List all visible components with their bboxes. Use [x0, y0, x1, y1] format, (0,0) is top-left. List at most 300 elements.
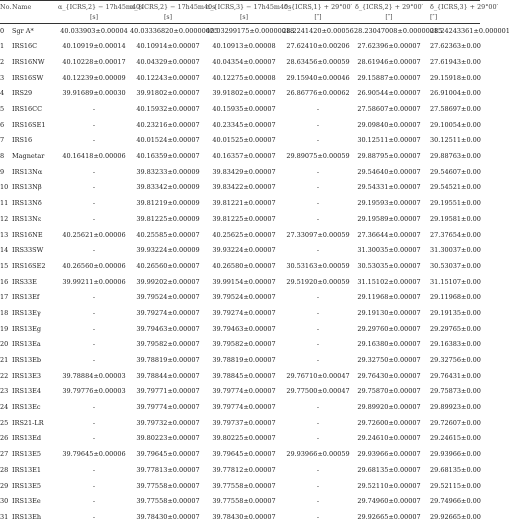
cell-name: IRS13Nα: [12, 167, 43, 176]
cell-ra-2: 40.04329±0.00007: [136, 57, 200, 66]
cell-no: 25: [0, 418, 9, 427]
cell-dec-2: 29.74960±0.00007: [357, 497, 421, 506]
cell-ra-1: 40.10919±0.00014: [62, 42, 126, 51]
cell-dec-2: 29.72600±0.00007: [357, 418, 421, 427]
unit-no: [0, 13, 8, 23]
cell-ra-3: 40.26580±0.00007: [212, 261, 276, 270]
cell-dec-2: 29.52110±0.00007: [357, 481, 421, 490]
table-row: [0, 322, 480, 338]
table-row: [0, 243, 480, 259]
cell-ra-1: -: [92, 105, 96, 114]
cell-no: 0: [0, 26, 5, 35]
cell-no: 1: [0, 42, 5, 51]
cell-dec-2: 27.36644±0.00007: [357, 230, 421, 239]
table-row: [0, 196, 480, 212]
cell-dec-3: 29.54607±0.00: [430, 167, 481, 176]
cell-ra-3: 39.80225±0.00007: [212, 434, 276, 443]
cell-dec-1: -: [316, 418, 320, 427]
cell-dec-1: 28.2241420±0.00056: [282, 26, 354, 35]
cell-ra-1: 39.79776±0.00003: [62, 387, 126, 396]
header-row: [0, 1, 498, 13]
cell-dec-1: -: [316, 199, 320, 208]
unit-ra-2: [s]: [163, 13, 172, 21]
cell-dec-1: 27.62410±0.00206: [286, 42, 350, 51]
table-row: [0, 149, 480, 165]
cell-dec-3: 29.92665±0.00: [430, 512, 481, 521]
cell-ra-2: 39.99202±0.00007: [136, 277, 200, 286]
table-row: [0, 463, 480, 479]
cell-dec-3: 29.88763±0.00: [430, 152, 481, 161]
table-row: [0, 400, 480, 416]
cell-name: IRS16CC: [12, 105, 43, 114]
cell-ra-3: 39.99154±0.00007: [212, 277, 276, 286]
cell-dec-1: 29.89075±0.00059: [286, 152, 350, 161]
cell-ra-1: 39.79645±0.00006: [62, 450, 126, 459]
cell-dec-2: 29.54640±0.00007: [357, 167, 421, 176]
cell-dec-1: 29.93966±0.00059: [286, 450, 350, 459]
cell-no: 7: [0, 136, 5, 145]
cell-ra-2: 40.25585±0.00007: [136, 230, 200, 239]
cell-dec-3: 29.15918±0.00: [430, 73, 481, 82]
cell-ra-3: 40.01525±0.00007: [212, 136, 276, 145]
cell-dec-2: 29.89920±0.00007: [357, 403, 421, 412]
unit-dec-1: [″]: [314, 13, 322, 21]
table-row: [0, 479, 480, 495]
cell-ra-2: 39.78819±0.00007: [136, 356, 200, 365]
table-row: [0, 416, 480, 432]
cell-ra-2: 39.78430±0.00007: [136, 512, 200, 521]
cell-no: 2: [0, 57, 5, 66]
unit-ra-1: [s]: [89, 13, 98, 21]
cell-dec-2: 30.53035±0.00007: [357, 261, 421, 270]
cell-ra-2: 40.01524±0.00007: [136, 136, 200, 145]
cell-name: IRS13E3: [12, 371, 42, 380]
cell-name: IRS13Nβ: [12, 183, 42, 192]
cell-name: IRS13Eg: [12, 324, 42, 333]
cell-dec-1: -: [316, 481, 320, 490]
cell-no: 4: [0, 89, 5, 98]
cell-no: 15: [0, 261, 9, 270]
cell-ra-3: 39.79774±0.00007: [212, 387, 276, 396]
cell-dec-2: 29.15887±0.00007: [357, 73, 421, 82]
cell-ra-1: -: [92, 246, 96, 255]
cell-name: IRS13E5: [12, 450, 42, 459]
cell-dec-2: 29.11968±0.00007: [357, 293, 421, 302]
cell-name: IRS16: [12, 136, 33, 145]
table-row: [0, 384, 480, 400]
table-row: [0, 102, 480, 118]
header-dec-2: δ_{ICRS,2} + 29°00′: [355, 2, 423, 11]
header-dec-3: δ_{ICRS,3} + 29°00′: [430, 2, 498, 11]
cell-ra-3: 40.04354±0.00007: [212, 57, 276, 66]
cell-dec-1: -: [316, 136, 320, 145]
cell-ra-1: 40.25621±0.00006: [62, 230, 126, 239]
cell-name: IRS13Ea: [12, 340, 41, 349]
cell-name: IRS13Ef: [12, 293, 40, 302]
cell-dec-2: 29.19589±0.00007: [357, 214, 421, 223]
cell-dec-3: 29.11968±0.00: [430, 293, 481, 302]
cell-ra-2: 39.79274±0.00007: [136, 308, 200, 317]
cell-ra-2: 39.79771±0.00007: [136, 387, 200, 396]
cell-dec-3: 27.62363±0.00: [430, 42, 481, 51]
cell-dec-2: 27.58607±0.00007: [357, 105, 421, 114]
cell-dec-1: -: [316, 105, 320, 114]
cell-dec-2: 29.09840±0.00007: [357, 120, 421, 129]
units-row: [0, 13, 480, 24]
unit-dec-3: [″]: [430, 13, 438, 21]
cell-ra-3: 39.77558±0.00007: [212, 481, 276, 490]
table-row: [0, 431, 480, 447]
cell-ra-2: 40.10914±0.00007: [136, 42, 200, 51]
table-row: [0, 55, 480, 71]
cell-ra-3: 39.81225±0.00007: [212, 214, 276, 223]
cell-dec-3: 29.75873±0.00: [430, 387, 481, 396]
cell-ra-1: -: [92, 293, 96, 302]
cell-dec-2: 29.32750±0.00007: [357, 356, 421, 365]
table-row: [0, 290, 480, 306]
cell-ra-1: -: [92, 167, 96, 176]
cell-dec-2: 29.75870±0.00007: [357, 387, 421, 396]
cell-dec-3: 29.52115±0.00: [430, 481, 481, 490]
cell-dec-3: 29.32756±0.00: [430, 356, 481, 365]
cell-ra-2: 39.83233±0.00009: [136, 167, 200, 176]
table-row: [0, 306, 480, 322]
cell-dec-2: 28.23047008±0.00000015: [354, 26, 443, 35]
cell-dec-3: 29.89923±0.00: [430, 403, 481, 412]
cell-ra-2: 40.16359±0.00007: [136, 152, 200, 161]
cell-ra-2: 39.79463±0.00007: [136, 324, 200, 333]
cell-no: 3: [0, 73, 5, 82]
cell-no: 31: [0, 512, 9, 521]
cell-ra-1: -: [92, 183, 96, 192]
cell-dec-3: 30.12511±0.00: [430, 136, 481, 145]
cell-no: 18: [0, 308, 9, 317]
cell-dec-1: 29.15940±0.00046: [286, 73, 350, 82]
cell-dec-2: 29.88795±0.00007: [357, 152, 421, 161]
table-row: [0, 259, 480, 275]
cell-ra-2: 39.93224±0.00009: [136, 246, 200, 255]
cell-name: Sgr A*: [12, 26, 34, 35]
cell-ra-3: 39.83422±0.00007: [212, 183, 276, 192]
cell-dec-1: 28.63456±0.00059: [286, 57, 350, 66]
cell-ra-2: 39.79582±0.00007: [136, 340, 200, 349]
cell-no: 19: [0, 324, 9, 333]
cell-dec-2: 29.54331±0.00007: [357, 183, 421, 192]
cell-no: 21: [0, 356, 9, 365]
cell-ra-3: 39.79274±0.00007: [212, 308, 276, 317]
cell-ra-1: -: [92, 199, 96, 208]
cell-dec-1: -: [316, 167, 320, 176]
cell-name: IRS13E4: [12, 387, 42, 396]
table-row: [0, 275, 480, 291]
cell-dec-1: 29.51920±0.00059: [286, 277, 350, 286]
cell-dec-3: 28.24243361±0.000001: [430, 26, 510, 35]
cell-ra-1: -: [92, 465, 96, 474]
cell-name: Magnetar: [12, 152, 45, 161]
cell-ra-3: 40.25625±0.00007: [212, 230, 276, 239]
cell-ra-3: 40.23345±0.00007: [212, 120, 276, 129]
cell-ra-1: 39.78884±0.00003: [62, 371, 126, 380]
cell-ra-1: 40.26560±0.00006: [62, 261, 126, 270]
cell-ra-1: -: [92, 308, 96, 317]
cell-dec-1: 29.77500±0.00047: [286, 387, 350, 396]
table-row: [0, 510, 480, 526]
cell-name: IRS13Eb: [12, 356, 42, 365]
cell-name: IRS13E5: [12, 481, 42, 490]
cell-no: 6: [0, 120, 5, 129]
cell-dec-2: 29.93966±0.00007: [357, 450, 421, 459]
cell-dec-1: -: [316, 183, 320, 192]
cell-no: 11: [0, 199, 9, 208]
cell-no: 12: [0, 214, 9, 223]
cell-name: IRS13Ec: [12, 403, 41, 412]
cell-ra-1: 40.16418±0.00006: [62, 152, 126, 161]
cell-dec-3: 29.19551±0.00: [430, 199, 481, 208]
cell-dec-3: 29.29765±0.00: [430, 324, 481, 333]
cell-dec-2: 31.15102±0.00007: [357, 277, 421, 286]
table-body: [0, 24, 510, 526]
table-row: [0, 86, 480, 102]
cell-dec-3: 29.68135±0.00: [430, 465, 481, 474]
cell-ra-2: 40.26560±0.00007: [136, 261, 200, 270]
cell-ra-2: 40.15932±0.00007: [136, 105, 200, 114]
cell-dec-2: 29.19130±0.00007: [357, 308, 421, 317]
cell-ra-1: 39.99211±0.00006: [62, 277, 126, 286]
cell-no: 8: [0, 152, 5, 161]
cell-ra-1: -: [92, 120, 96, 129]
cell-ra-1: -: [92, 403, 96, 412]
cell-dec-2: 26.90544±0.00007: [357, 89, 421, 98]
cell-dec-1: -: [316, 403, 320, 412]
cell-dec-2: 29.68135±0.00007: [357, 465, 421, 474]
cell-no: 14: [0, 246, 9, 255]
table-row: [0, 447, 480, 463]
header-ra-3: α_{ICRS,3} − 17h45m40s: [206, 2, 292, 11]
header-no: No.: [0, 2, 12, 11]
cell-no: 16: [0, 277, 9, 286]
cell-ra-2: 39.79524±0.00007: [136, 293, 200, 302]
cell-ra-3: 39.79737±0.00007: [212, 418, 276, 427]
cell-dec-3: 31.15107±0.00: [430, 277, 481, 286]
cell-ra-1: -: [92, 512, 96, 521]
cell-ra-3: 39.79645±0.00007: [212, 450, 276, 459]
cell-ra-3: 40.03299175±0.00000018: [206, 26, 295, 35]
cell-no: 5: [0, 105, 5, 114]
cell-dec-3: 26.91004±0.00: [430, 89, 481, 98]
table-row: [0, 353, 480, 369]
unit-ra-3: [s]: [239, 13, 248, 21]
cell-dec-2: 29.29760±0.00007: [357, 324, 421, 333]
cell-ra-1: -: [92, 324, 96, 333]
cell-dec-1: 27.33097±0.00059: [286, 230, 350, 239]
cell-ra-3: 40.12275±0.00008: [212, 73, 276, 82]
cell-ra-1: -: [92, 340, 96, 349]
table-row: [0, 337, 480, 353]
cell-name: IRS13Nε: [12, 214, 42, 223]
cell-dec-1: -: [316, 120, 320, 129]
cell-name: IRS13Nδ: [12, 199, 42, 208]
cell-ra-1: 40.12239±0.00009: [62, 73, 126, 82]
cell-ra-2: 39.77813±0.00007: [136, 465, 200, 474]
cell-dec-1: -: [316, 214, 320, 223]
cell-dec-1: -: [316, 324, 320, 333]
cell-dec-3: 27.61943±0.00: [430, 57, 481, 66]
cell-ra-3: 39.77558±0.00007: [212, 497, 276, 506]
cell-ra-3: 39.83429±0.00007: [212, 167, 276, 176]
table-row: [0, 212, 480, 228]
cell-dec-1: -: [316, 246, 320, 255]
cell-ra-1: 40.033903±0.00004: [60, 26, 128, 35]
cell-dec-3: 29.76431±0.00: [430, 371, 481, 380]
cell-dec-2: 31.30035±0.00007: [357, 246, 421, 255]
cell-dec-2: 29.92665±0.00007: [357, 512, 421, 521]
cell-name: IRS21-LR: [12, 418, 44, 427]
cell-no: 28: [0, 465, 9, 474]
cell-dec-2: 28.61946±0.00007: [357, 57, 421, 66]
unit-dec-2: [″]: [385, 13, 393, 21]
cell-dec-3: 27.58697±0.00: [430, 105, 481, 114]
cell-dec-2: 29.76430±0.00007: [357, 371, 421, 380]
cell-ra-3: 39.78430±0.00007: [212, 512, 276, 521]
cell-ra-2: 39.79732±0.00007: [136, 418, 200, 427]
cell-ra-3: 39.79582±0.00007: [212, 340, 276, 349]
cell-dec-3: 29.19135±0.00: [430, 308, 481, 317]
cell-no: 17: [0, 293, 9, 302]
cell-ra-1: -: [92, 356, 96, 365]
cell-dec-1: -: [316, 340, 320, 349]
cell-ra-1: -: [92, 497, 96, 506]
header-ra-1: α_{ICRS,2} − 17h45m40s: [58, 2, 144, 11]
cell-ra-2: 39.91802±0.00007: [136, 89, 200, 98]
header-name: Name: [12, 2, 32, 11]
cell-ra-3: 39.79463±0.00007: [212, 324, 276, 333]
cell-no: 22: [0, 371, 9, 380]
cell-no: 30: [0, 497, 9, 506]
cell-no: 29: [0, 481, 9, 490]
header-dec-1: δ_{ICRS,1} + 29°00′: [284, 2, 352, 11]
cell-no: 13: [0, 230, 9, 239]
table-row: [0, 39, 480, 55]
cell-name: IRS16SE1: [12, 120, 46, 129]
cell-ra-1: -: [92, 214, 96, 223]
cell-dec-1: -: [316, 308, 320, 317]
table-row: [0, 494, 480, 510]
cell-dec-1: -: [316, 465, 320, 474]
cell-ra-3: 39.78819±0.00007: [212, 356, 276, 365]
table-row: [0, 24, 510, 40]
cell-name: IRS16SE2: [12, 261, 46, 270]
cell-no: 27: [0, 450, 9, 459]
cell-no: 23: [0, 387, 9, 396]
cell-no: 20: [0, 340, 9, 349]
cell-ra-2: 39.79645±0.00007: [136, 450, 200, 459]
cell-ra-3: 39.81221±0.00007: [212, 199, 276, 208]
cell-dec-3: 29.24615±0.00: [430, 434, 481, 443]
cell-dec-3: 29.10054±0.00: [430, 120, 481, 129]
cell-ra-1: -: [92, 481, 96, 490]
cell-dec-2: 30.12511±0.00007: [357, 136, 421, 145]
cell-ra-3: 39.77812±0.00007: [212, 465, 276, 474]
cell-name: IRS16NW: [12, 57, 45, 66]
cell-name: IRS13Eh: [12, 512, 42, 521]
cell-name: IRS13Ed: [12, 434, 42, 443]
cell-ra-1: -: [92, 136, 96, 145]
cell-no: 26: [0, 434, 9, 443]
cell-no: 10: [0, 183, 9, 192]
cell-ra-1: -: [92, 434, 96, 443]
cell-dec-1: -: [316, 434, 320, 443]
cell-ra-2: 40.12243±0.00007: [136, 73, 200, 82]
cell-ra-3: 39.79774±0.00007: [212, 403, 276, 412]
cell-dec-3: 31.30037±0.00: [430, 246, 481, 255]
cell-dec-3: 29.16383±0.00: [430, 340, 481, 349]
unit-name: [8, 13, 58, 23]
cell-ra-2: 39.80223±0.00007: [136, 434, 200, 443]
cell-dec-1: 30.53163±0.00059: [286, 261, 350, 270]
cell-ra-1: -: [92, 418, 96, 427]
cell-name: IRS16SW: [12, 73, 44, 82]
table-row: [0, 369, 480, 385]
cell-dec-3: 29.54521±0.00: [430, 183, 481, 192]
cell-ra-2: 39.81225±0.00009: [136, 214, 200, 223]
cell-ra-3: 40.15935±0.00007: [212, 105, 276, 114]
cell-dec-1: 26.86776±0.00062: [286, 89, 350, 98]
header-ra-2: α_{ICRS,2} − 17h45m40s: [130, 2, 216, 11]
table-row: [0, 133, 480, 149]
cell-ra-2: 39.77558±0.00007: [136, 481, 200, 490]
cell-ra-3: 40.16357±0.00007: [212, 152, 276, 161]
cell-ra-3: 39.91802±0.00007: [212, 89, 276, 98]
cell-dec-2: 27.62396±0.00007: [357, 42, 421, 51]
cell-dec-3: 29.19581±0.00: [430, 214, 481, 223]
cell-no: 24: [0, 403, 9, 412]
cell-ra-1: 39.91689±0.00030: [62, 89, 126, 98]
cell-ra-2: 40.03336820±0.00000025: [130, 26, 219, 35]
cell-ra-3: 40.10913±0.00008: [212, 42, 276, 51]
cell-ra-2: 39.77558±0.00007: [136, 497, 200, 506]
cell-dec-1: -: [316, 512, 320, 521]
table-row: [0, 228, 480, 244]
cell-ra-3: 39.93224±0.00007: [212, 246, 276, 255]
cell-dec-1: 29.76710±0.00047: [286, 371, 350, 380]
cell-name: IRS33SW: [12, 246, 44, 255]
cell-dec-3: 29.72607±0.00: [430, 418, 481, 427]
cell-ra-3: 39.78845±0.00007: [212, 371, 276, 380]
cell-dec-2: 29.19593±0.00007: [357, 199, 421, 208]
cell-ra-2: 39.81219±0.00009: [136, 199, 200, 208]
cell-ra-2: 40.23216±0.00007: [136, 120, 200, 129]
cell-ra-2: 39.79774±0.00007: [136, 403, 200, 412]
cell-dec-3: 27.37654±0.00: [430, 230, 481, 239]
cell-name: IRS16C: [12, 42, 38, 51]
cell-dec-1: -: [316, 356, 320, 365]
cell-no: 9: [0, 167, 5, 176]
cell-name: IRS33E: [12, 277, 37, 286]
cell-ra-1: 40.10228±0.00017: [62, 57, 126, 66]
table-row: [0, 71, 480, 87]
cell-name: IRS16NE: [12, 230, 43, 239]
cell-dec-1: -: [316, 497, 320, 506]
cell-dec-3: 29.74966±0.00: [430, 497, 481, 506]
cell-ra-3: 39.79524±0.00007: [212, 293, 276, 302]
cell-dec-1: -: [316, 293, 320, 302]
cell-dec-2: 29.24610±0.00007: [357, 434, 421, 443]
cell-name: IRS29: [12, 89, 33, 98]
cell-name: IRS13Ee: [12, 497, 41, 506]
cell-dec-2: 29.16380±0.00007: [357, 340, 421, 349]
table-row: [0, 165, 480, 181]
cell-ra-2: 39.83342±0.00009: [136, 183, 200, 192]
